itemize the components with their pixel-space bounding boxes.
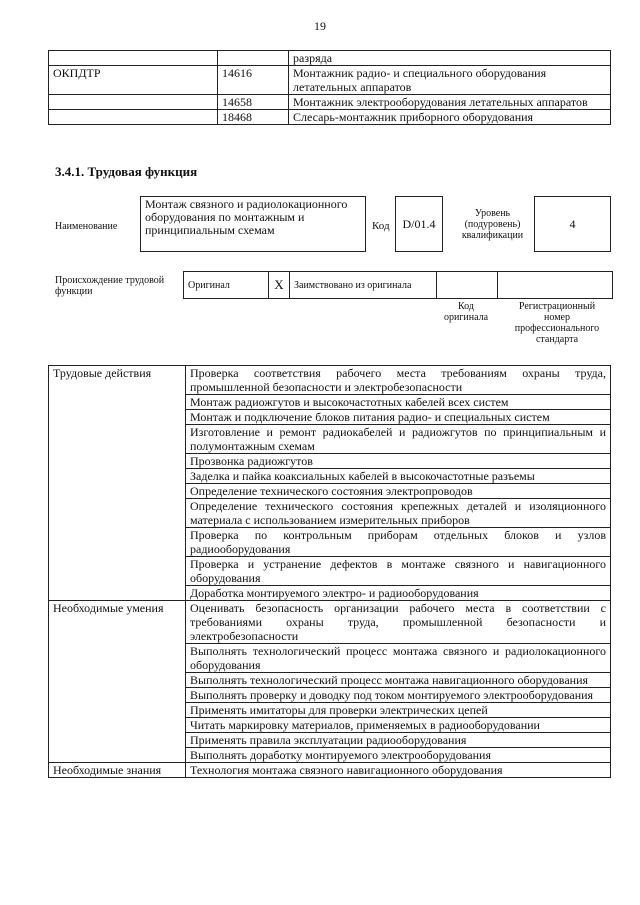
code-system-cell: [49, 110, 218, 125]
table-row: [49, 763, 611, 778]
code-label: Код: [372, 220, 390, 232]
origin-table: [183, 271, 613, 299]
original-mark: X: [269, 272, 290, 299]
level-label: Уровень (подуровень) квалификации: [461, 208, 524, 241]
item-cell: Проверка соответствия рабочего места требованиям охраны труда, промышленной безопасности и электробезопасности: [186, 366, 611, 395]
original-code-caption: Код оригинала: [443, 301, 489, 323]
item-cell: Доработка монтируемого электро- и радиооборудования: [186, 586, 611, 601]
item-cell: Прозвонка радиожгутов: [186, 454, 611, 469]
item-cell: Определение технического состояния электропроводов: [186, 484, 611, 499]
item-cell: Монтаж радиожгутов и высокочастотных кабелей всех систем: [186, 395, 611, 410]
table-row: [49, 366, 611, 395]
okpdtr-row: [49, 110, 611, 125]
reg-number-caption: Регистрационный номер профессионального стандарта: [514, 301, 600, 345]
okpdtr-row: [49, 51, 611, 66]
item-cell: Проверка по контрольным приборам отдельных блоков и узлов радиооборудования: [186, 528, 611, 557]
section-heading: 3.4.1. Трудовая функция: [55, 164, 198, 179]
item-cell: Применять правила эксплуатации радиооборудования: [186, 733, 611, 748]
item-cell: Технология монтажа связного навигационного оборудования: [186, 763, 611, 778]
code-cell: [218, 51, 289, 66]
item-cell: Выполнять технологический процесс монтажа навигационного оборудования: [186, 673, 611, 688]
item-cell: Читать маркировку материалов, применяемых в радиооборудовании: [186, 718, 611, 733]
table-row: [49, 601, 611, 644]
original-label: Оригинал: [184, 272, 269, 299]
code-system-cell: ОКПДТР: [49, 66, 218, 95]
name-label: Наименование: [55, 221, 118, 232]
item-cell: Определение технического состояния крепежных деталей и изоляционного материала с использованием измерительных приборов: [186, 499, 611, 528]
occupation-name-cell: Слесарь-монтажник приборного оборудования: [289, 110, 611, 125]
item-cell: Проверка и устранение дефектов в монтаже связного и навигационного оборудования: [186, 557, 611, 586]
borrowed-label: Заимствовано из оригинала: [290, 272, 437, 299]
item-cell: Изготовление и ремонт радиокабелей и радиожгутов по принципиальным и полумонтажным схемам: [186, 425, 611, 454]
okpdtr-row: [49, 95, 611, 110]
original-code-cell: [437, 272, 498, 299]
category-cell: Необходимые умения: [49, 601, 186, 763]
reg-number-cell: [498, 272, 613, 299]
code-cell: 14616: [218, 66, 289, 95]
function-name-value: Монтаж связного и радиолокационного оборудования по монтажным и принципиальным схемам: [140, 196, 366, 252]
occupation-name-cell: разряда: [289, 51, 611, 66]
category-cell: Необходимые знания: [49, 763, 186, 778]
okpdtr-table: [48, 50, 611, 125]
item-cell: Выполнять доработку монтируемого электрооборудования: [186, 748, 611, 763]
origin-label: Происхождение трудовой функции: [55, 275, 165, 297]
item-cell: Выполнять проверку и доводку под током монтируемого электрооборудования: [186, 688, 611, 703]
code-cell: 14658: [218, 95, 289, 110]
category-cell: Трудовые действия: [49, 366, 186, 601]
code-system-cell: [49, 95, 218, 110]
occupation-name-cell: Монтажник радио- и специального оборудования летательных аппаратов: [289, 66, 611, 95]
okpdtr-row: [49, 66, 611, 95]
item-cell: Монтаж и подключение блоков питания радио- и специальных систем: [186, 410, 611, 425]
code-system-cell: [49, 51, 218, 66]
function-details-table: [48, 365, 611, 778]
item-cell: Выполнять технологический процесс монтажа связного и радиолокационного оборудования: [186, 644, 611, 673]
item-cell: Применять имитаторы для проверки электрических цепей: [186, 703, 611, 718]
level-value: 4: [534, 196, 611, 252]
function-code-value: D/01.4: [395, 196, 443, 252]
item-cell: Оценивать безопасность организации рабочего места в соответствии с требованиями охраны труда, промышленной безопасности и электробезопасности: [186, 601, 611, 644]
item-cell: Заделка и пайка коаксиальных кабелей в высокочастотные разъемы: [186, 469, 611, 484]
code-cell: 18468: [218, 110, 289, 125]
occupation-name-cell: Монтажник электрооборудования летательных аппаратов: [289, 95, 611, 110]
page-number: 19: [314, 19, 326, 33]
